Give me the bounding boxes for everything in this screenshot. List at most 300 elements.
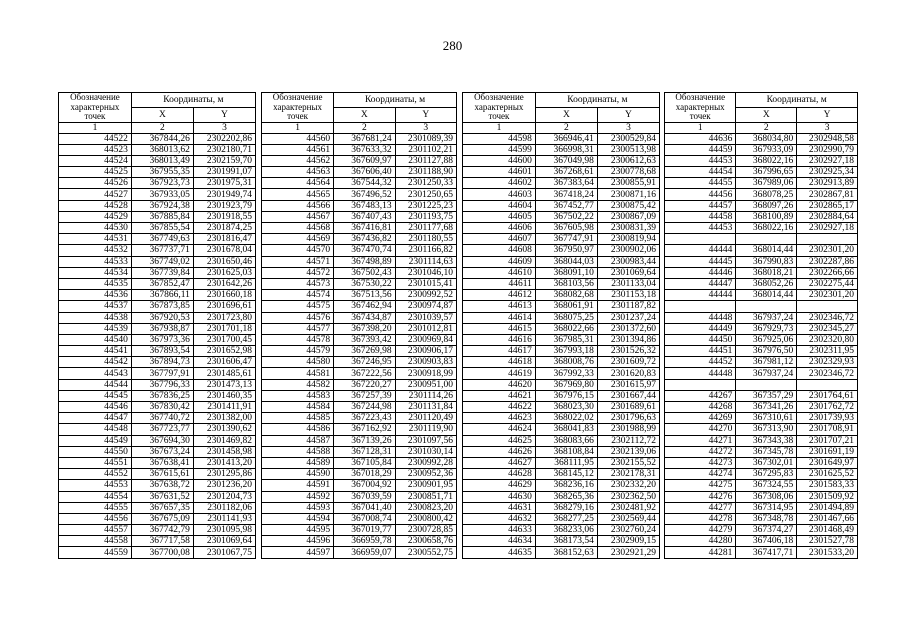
- x-coordinate-cell: 367694,30: [131, 435, 193, 446]
- x-coordinate-cell: 367633,32: [334, 144, 395, 155]
- table-row: [262, 290, 457, 301]
- y-coordinate-cell: 2301411,91: [193, 402, 255, 413]
- x-coordinate-cell: 368279,16: [535, 502, 597, 513]
- point-id-cell: 44548: [59, 424, 132, 435]
- y-coordinate-cell: 2301485,61: [193, 368, 255, 379]
- x-coordinate-cell: 367406,18: [736, 536, 797, 547]
- x-coordinate-cell: 367796,33: [131, 379, 193, 390]
- x-coordinate-cell: 367924,38: [131, 200, 193, 211]
- x-coordinate-cell: 368103,56: [535, 278, 597, 289]
- x-coordinate-cell: 367496,52: [334, 189, 395, 200]
- y-coordinate-cell: 2301701,18: [193, 323, 255, 334]
- y-coordinate-cell: 2301180,55: [395, 234, 456, 245]
- y-coordinate-cell: 2300800,42: [395, 513, 456, 524]
- x-coordinate-cell: 367990,83: [736, 256, 797, 267]
- y-coordinate-cell: 2301918,55: [193, 211, 255, 222]
- table-row: [262, 133, 457, 144]
- point-id-cell: 44636: [665, 133, 736, 144]
- table-row: [59, 200, 256, 211]
- point-id-cell: 44268: [665, 402, 736, 413]
- x-coordinate-cell: 367894,73: [131, 357, 193, 368]
- table-row: [59, 323, 256, 334]
- point-id-cell: 44459: [665, 144, 736, 155]
- table-row: [262, 178, 457, 189]
- y-coordinate-cell: 2301625,03: [193, 267, 255, 278]
- table-row: [262, 223, 457, 234]
- point-id-cell: 44280: [665, 536, 736, 547]
- y-coordinate-cell: 2300612,63: [597, 155, 659, 166]
- y-coordinate-cell: 2302301,20: [797, 290, 858, 301]
- point-id-cell: 44271: [665, 435, 736, 446]
- point-id-cell: 44610: [463, 267, 536, 278]
- x-coordinate-cell: 367313,90: [736, 424, 797, 435]
- x-coordinate-cell: 367018,29: [334, 469, 395, 480]
- y-coordinate-cell: 2301762,72: [797, 402, 858, 413]
- x-coordinate-cell: 368152,63: [535, 547, 597, 558]
- x-coordinate-cell: 367937,24: [736, 312, 797, 323]
- y-coordinate-cell: 2302180,71: [193, 144, 255, 155]
- point-id-cell: 44629: [463, 480, 536, 491]
- y-coordinate-cell: 2301467,66: [797, 513, 858, 524]
- point-id-cell: 44529: [59, 211, 132, 222]
- table-row: [59, 312, 256, 323]
- header-coordinates: Координаты, м: [736, 93, 858, 108]
- x-coordinate-cell: [736, 379, 797, 390]
- point-id-cell: 44599: [463, 144, 536, 155]
- point-id-cell: 44444: [665, 245, 736, 256]
- table-row: [59, 155, 256, 166]
- table-row: [262, 435, 457, 446]
- point-id-cell: 44545: [59, 390, 132, 401]
- table-row: [262, 424, 457, 435]
- point-id-cell: 44632: [463, 513, 536, 524]
- x-coordinate-cell: 367976,50: [736, 346, 797, 357]
- y-coordinate-cell: 2301458,98: [193, 446, 255, 457]
- x-coordinate-cell: 368145,12: [535, 469, 597, 480]
- x-coordinate-cell: [736, 234, 797, 245]
- point-id-cell: 44446: [665, 267, 736, 278]
- x-coordinate-cell: 367638,41: [131, 457, 193, 468]
- y-coordinate-cell: 2302884,64: [797, 211, 858, 222]
- point-id-cell: 44543: [59, 368, 132, 379]
- x-coordinate-cell: 367393,42: [334, 334, 395, 345]
- table-row: [463, 323, 660, 334]
- table-row: [665, 480, 858, 491]
- header-x: X: [736, 107, 797, 122]
- y-coordinate-cell: 2301609,72: [597, 357, 659, 368]
- y-coordinate-cell: 2302927,18: [797, 223, 858, 234]
- point-id-cell: 44448: [665, 312, 736, 323]
- x-coordinate-cell: 367681,24: [334, 133, 395, 144]
- point-id-cell: 44278: [665, 513, 736, 524]
- table-row: [59, 525, 256, 536]
- x-coordinate-cell: 367866,11: [131, 290, 193, 301]
- table-row: [463, 480, 660, 491]
- header-x: X: [535, 107, 597, 122]
- point-id-cell: 44566: [262, 200, 334, 211]
- x-coordinate-cell: 368014,44: [736, 290, 797, 301]
- x-coordinate-cell: 367605,98: [535, 223, 597, 234]
- point-id-cell: 44448: [665, 368, 736, 379]
- point-id-cell: 44634: [463, 536, 536, 547]
- header-x: X: [334, 107, 395, 122]
- point-id-cell: [665, 301, 736, 312]
- point-id-cell: [665, 234, 736, 245]
- y-coordinate-cell: 2301119,90: [395, 424, 456, 435]
- x-coordinate-cell: 367502,43: [334, 267, 395, 278]
- x-coordinate-cell: 367257,39: [334, 390, 395, 401]
- y-coordinate-cell: 2301707,21: [797, 435, 858, 446]
- y-coordinate-cell: 2301067,75: [193, 547, 255, 558]
- y-coordinate-cell: 2301975,31: [193, 178, 255, 189]
- header-y: Y: [193, 107, 255, 122]
- table-row: [463, 435, 660, 446]
- x-coordinate-cell: 367269,98: [334, 346, 395, 357]
- x-coordinate-cell: 367246,95: [334, 357, 395, 368]
- table-row: [262, 457, 457, 468]
- x-coordinate-cell: 366959,78: [334, 536, 395, 547]
- point-id-cell: 44445: [665, 256, 736, 267]
- y-coordinate-cell: 2300819,94: [597, 234, 659, 245]
- point-id-cell: 44564: [262, 178, 334, 189]
- y-coordinate-cell: 2301615,97: [597, 379, 659, 390]
- point-id-cell: 44602: [463, 178, 536, 189]
- table-row: [463, 502, 660, 513]
- table-row: [59, 480, 256, 491]
- x-coordinate-cell: 368097,26: [736, 200, 797, 211]
- point-id-cell: 44530: [59, 223, 132, 234]
- point-id-cell: 44601: [463, 167, 536, 178]
- y-coordinate-cell: 2301390,62: [193, 424, 255, 435]
- x-coordinate-cell: 367105,84: [334, 457, 395, 468]
- point-id-cell: 44544: [59, 379, 132, 390]
- point-id-cell: 44551: [59, 457, 132, 468]
- y-coordinate-cell: 2301473,13: [193, 379, 255, 390]
- y-coordinate-cell: 2301120,49: [395, 413, 456, 424]
- x-coordinate-cell: 367893,54: [131, 346, 193, 357]
- x-coordinate-cell: 367222,56: [334, 368, 395, 379]
- y-coordinate-cell: 2300906,17: [395, 346, 456, 357]
- y-coordinate-cell: 2301046,10: [395, 267, 456, 278]
- y-coordinate-cell: 2301696,61: [193, 301, 255, 312]
- y-coordinate-cell: 2302346,72: [797, 368, 858, 379]
- y-coordinate-cell: 2301583,33: [797, 480, 858, 491]
- y-coordinate-cell: 2301526,32: [597, 346, 659, 357]
- x-coordinate-cell: 367418,24: [535, 189, 597, 200]
- y-coordinate-cell: 2302346,72: [797, 312, 858, 323]
- y-coordinate-cell: 2301131,84: [395, 402, 456, 413]
- x-coordinate-cell: 367929,73: [736, 323, 797, 334]
- point-id-cell: 44555: [59, 502, 132, 513]
- table-row: [665, 413, 858, 424]
- y-coordinate-cell: 2300875,42: [597, 200, 659, 211]
- y-coordinate-cell: 2301620,83: [597, 368, 659, 379]
- x-coordinate-cell: 368022,16: [736, 223, 797, 234]
- x-coordinate-cell: 367925,06: [736, 334, 797, 345]
- point-id-cell: 44628: [463, 469, 536, 480]
- y-coordinate-cell: 2301102,21: [395, 144, 456, 155]
- y-coordinate-cell: 2301816,47: [193, 234, 255, 245]
- table-row: [262, 189, 457, 200]
- header-coordinates: Координаты, м: [131, 93, 255, 108]
- table-row: [59, 144, 256, 155]
- table-row: [262, 278, 457, 289]
- table-row: [262, 480, 457, 491]
- y-coordinate-cell: 2302155,52: [597, 457, 659, 468]
- x-coordinate-cell: 368041,83: [535, 424, 597, 435]
- point-id-cell: 44633: [463, 525, 536, 536]
- x-coordinate-cell: 367973,36: [131, 334, 193, 345]
- x-coordinate-cell: 367483,13: [334, 200, 395, 211]
- x-coordinate-cell: 367324,55: [736, 480, 797, 491]
- table-row: [59, 469, 256, 480]
- table-row: [665, 133, 858, 144]
- point-id-cell: 44600: [463, 155, 536, 166]
- y-coordinate-cell: 2301988,99: [597, 424, 659, 435]
- point-id-cell: 44453: [665, 223, 736, 234]
- point-id-cell: 44540: [59, 334, 132, 345]
- x-coordinate-cell: 366998,31: [535, 144, 597, 155]
- point-id-cell: 44554: [59, 491, 132, 502]
- x-coordinate-cell: 367498,89: [334, 256, 395, 267]
- point-id-cell: 44623: [463, 413, 536, 424]
- table-row: [463, 334, 660, 345]
- y-coordinate-cell: 2301949,74: [193, 189, 255, 200]
- point-id-cell: 44619: [463, 368, 536, 379]
- point-id-cell: 44559: [59, 547, 132, 558]
- table-row: [463, 457, 660, 468]
- table-row: [463, 200, 660, 211]
- header-column-number: 2: [535, 122, 597, 133]
- table-row: [665, 189, 858, 200]
- table-row: [262, 536, 457, 547]
- header-column-number: 3: [193, 122, 255, 133]
- point-id-cell: 44593: [262, 502, 334, 513]
- x-coordinate-cell: 367981,12: [736, 357, 797, 368]
- y-coordinate-cell: 2301069,64: [193, 536, 255, 547]
- x-coordinate-cell: 367950,97: [535, 245, 597, 256]
- x-coordinate-cell: 368044,03: [535, 256, 597, 267]
- point-id-cell: 44596: [262, 536, 334, 547]
- y-coordinate-cell: 2300778,68: [597, 167, 659, 178]
- header-column-number: 2: [736, 122, 797, 133]
- y-coordinate-cell: 2302287,86: [797, 256, 858, 267]
- x-coordinate-cell: 368233,06: [535, 525, 597, 536]
- point-id-cell: 44586: [262, 424, 334, 435]
- header-column-number: 2: [334, 122, 395, 133]
- y-coordinate-cell: 2301015,41: [395, 278, 456, 289]
- table-row: [463, 513, 660, 524]
- y-coordinate-cell: 2302927,18: [797, 155, 858, 166]
- x-coordinate-cell: 367470,74: [334, 245, 395, 256]
- y-coordinate-cell: 2302301,20: [797, 245, 858, 256]
- table-row: [463, 234, 660, 245]
- table-row: [665, 424, 858, 435]
- y-coordinate-cell: [797, 379, 858, 390]
- point-id-cell: 44453: [665, 155, 736, 166]
- point-id-cell: 44528: [59, 200, 132, 211]
- table-row: [59, 424, 256, 435]
- x-coordinate-cell: 367830,42: [131, 402, 193, 413]
- x-coordinate-cell: 367749,02: [131, 256, 193, 267]
- x-coordinate-cell: 367938,87: [131, 323, 193, 334]
- table-row: [59, 234, 256, 245]
- table-row: [59, 368, 256, 379]
- point-id-cell: 44575: [262, 301, 334, 312]
- x-coordinate-cell: 367139,26: [334, 435, 395, 446]
- table-row: [463, 379, 660, 390]
- table-row: [262, 446, 457, 457]
- table-row: [463, 223, 660, 234]
- point-id-cell: 44585: [262, 413, 334, 424]
- table-row: [665, 223, 858, 234]
- header-y: Y: [395, 107, 456, 122]
- y-coordinate-cell: 2300992,28: [395, 457, 456, 468]
- point-id-cell: 44553: [59, 480, 132, 491]
- x-coordinate-cell: 367933,05: [131, 189, 193, 200]
- y-coordinate-cell: 2300728,85: [395, 525, 456, 536]
- table-row: [262, 469, 457, 480]
- y-coordinate-cell: [797, 234, 858, 245]
- x-coordinate-cell: 367844,26: [131, 133, 193, 144]
- x-coordinate-cell: 368023,30: [535, 402, 597, 413]
- y-coordinate-cell: 2302202,86: [193, 133, 255, 144]
- y-coordinate-cell: 2301372,60: [597, 323, 659, 334]
- header-point-label: Обозначение характерных точек: [59, 93, 132, 123]
- table-row: [262, 256, 457, 267]
- point-id-cell: 44563: [262, 167, 334, 178]
- x-coordinate-cell: 367244,98: [334, 402, 395, 413]
- x-coordinate-cell: 366959,07: [334, 547, 395, 558]
- x-coordinate-cell: 367544,32: [334, 178, 395, 189]
- y-coordinate-cell: 2300658,76: [395, 536, 456, 547]
- table-row: [665, 379, 858, 390]
- table-row: [665, 502, 858, 513]
- y-coordinate-cell: 2301708,91: [797, 424, 858, 435]
- point-id-cell: 44532: [59, 245, 132, 256]
- y-coordinate-cell: 2302867,81: [797, 189, 858, 200]
- point-id-cell: 44452: [665, 357, 736, 368]
- table-row: [665, 200, 858, 211]
- point-id-cell: 44457: [665, 200, 736, 211]
- table-row: [665, 402, 858, 413]
- point-id-cell: 44612: [463, 290, 536, 301]
- y-coordinate-cell: 2301460,35: [193, 390, 255, 401]
- y-coordinate-cell: 2301153,18: [597, 290, 659, 301]
- point-id-cell: 44549: [59, 435, 132, 446]
- x-coordinate-cell: 367976,15: [535, 390, 597, 401]
- x-coordinate-cell: 367885,84: [131, 211, 193, 222]
- y-coordinate-cell: 2301533,20: [797, 547, 858, 558]
- point-id-cell: 44618: [463, 357, 536, 368]
- y-coordinate-cell: 2301250,33: [395, 178, 456, 189]
- point-id-cell: 44625: [463, 435, 536, 446]
- x-coordinate-cell: 367992,33: [535, 368, 597, 379]
- y-coordinate-cell: 2300983,44: [597, 256, 659, 267]
- table-row: [262, 312, 457, 323]
- y-coordinate-cell: 2301678,04: [193, 245, 255, 256]
- point-id-cell: 44607: [463, 234, 536, 245]
- y-coordinate-cell: 2301874,25: [193, 223, 255, 234]
- x-coordinate-cell: 367039,59: [334, 491, 395, 502]
- point-id-cell: 44523: [59, 144, 132, 155]
- header-column-number: 1: [262, 122, 334, 133]
- y-coordinate-cell: 2301494,89: [797, 502, 858, 513]
- x-coordinate-cell: 368022,16: [736, 155, 797, 166]
- point-id-cell: 44587: [262, 435, 334, 446]
- y-coordinate-cell: 2301468,49: [797, 525, 858, 536]
- table-row: [665, 390, 858, 401]
- table-row: [665, 167, 858, 178]
- point-id-cell: 44539: [59, 323, 132, 334]
- table-row: [262, 513, 457, 524]
- point-id-cell: 44615: [463, 323, 536, 334]
- point-id-cell: 44577: [262, 323, 334, 334]
- y-coordinate-cell: 2300867,09: [597, 211, 659, 222]
- table-row: [59, 346, 256, 357]
- table-row: [665, 435, 858, 446]
- table-row: [59, 278, 256, 289]
- x-coordinate-cell: 367615,61: [131, 469, 193, 480]
- y-coordinate-cell: 2301509,92: [797, 491, 858, 502]
- y-coordinate-cell: 2301141,93: [193, 513, 255, 524]
- y-coordinate-cell: 2300992,52: [395, 290, 456, 301]
- header-coordinates: Координаты, м: [535, 93, 659, 108]
- table-row: [262, 368, 457, 379]
- y-coordinate-cell: 2301225,23: [395, 200, 456, 211]
- table-row: [59, 301, 256, 312]
- table-row: [262, 346, 457, 357]
- x-coordinate-cell: 368108,84: [535, 446, 597, 457]
- x-coordinate-cell: 367985,31: [535, 334, 597, 345]
- point-id-cell: 44533: [59, 256, 132, 267]
- y-coordinate-cell: 2302948,58: [797, 133, 858, 144]
- y-coordinate-cell: 2301187,82: [597, 301, 659, 312]
- x-coordinate-cell: 366946,41: [535, 133, 597, 144]
- table-row: [262, 491, 457, 502]
- y-coordinate-cell: 2302311,95: [797, 346, 858, 357]
- y-coordinate-cell: 2302178,31: [597, 469, 659, 480]
- point-id-cell: 44451: [665, 346, 736, 357]
- y-coordinate-cell: 2301089,39: [395, 133, 456, 144]
- x-coordinate-cell: 367530,22: [334, 278, 395, 289]
- table-row: [262, 402, 457, 413]
- table-row: [262, 155, 457, 166]
- x-coordinate-cell: 367220,27: [334, 379, 395, 390]
- y-coordinate-cell: 2301469,82: [193, 435, 255, 446]
- point-id-cell: 44273: [665, 457, 736, 468]
- x-coordinate-cell: 367383,64: [535, 178, 597, 189]
- y-coordinate-cell: 2301012,81: [395, 323, 456, 334]
- y-coordinate-cell: 2301700,45: [193, 334, 255, 345]
- table-row: [665, 536, 858, 547]
- table-row: [59, 402, 256, 413]
- y-coordinate-cell: 2301188,90: [395, 167, 456, 178]
- table-row: [59, 435, 256, 446]
- point-id-cell: 44274: [665, 469, 736, 480]
- point-id-cell: [665, 379, 736, 390]
- point-id-cell: 44456: [665, 189, 736, 200]
- y-coordinate-cell: 2302159,70: [193, 155, 255, 166]
- table-row: [262, 502, 457, 513]
- table-row: [262, 547, 457, 558]
- point-id-cell: 44620: [463, 379, 536, 390]
- y-coordinate-cell: 2302913,89: [797, 178, 858, 189]
- point-id-cell: 44269: [665, 413, 736, 424]
- table-row: [59, 547, 256, 558]
- point-id-cell: 44603: [463, 189, 536, 200]
- table-row: [59, 457, 256, 468]
